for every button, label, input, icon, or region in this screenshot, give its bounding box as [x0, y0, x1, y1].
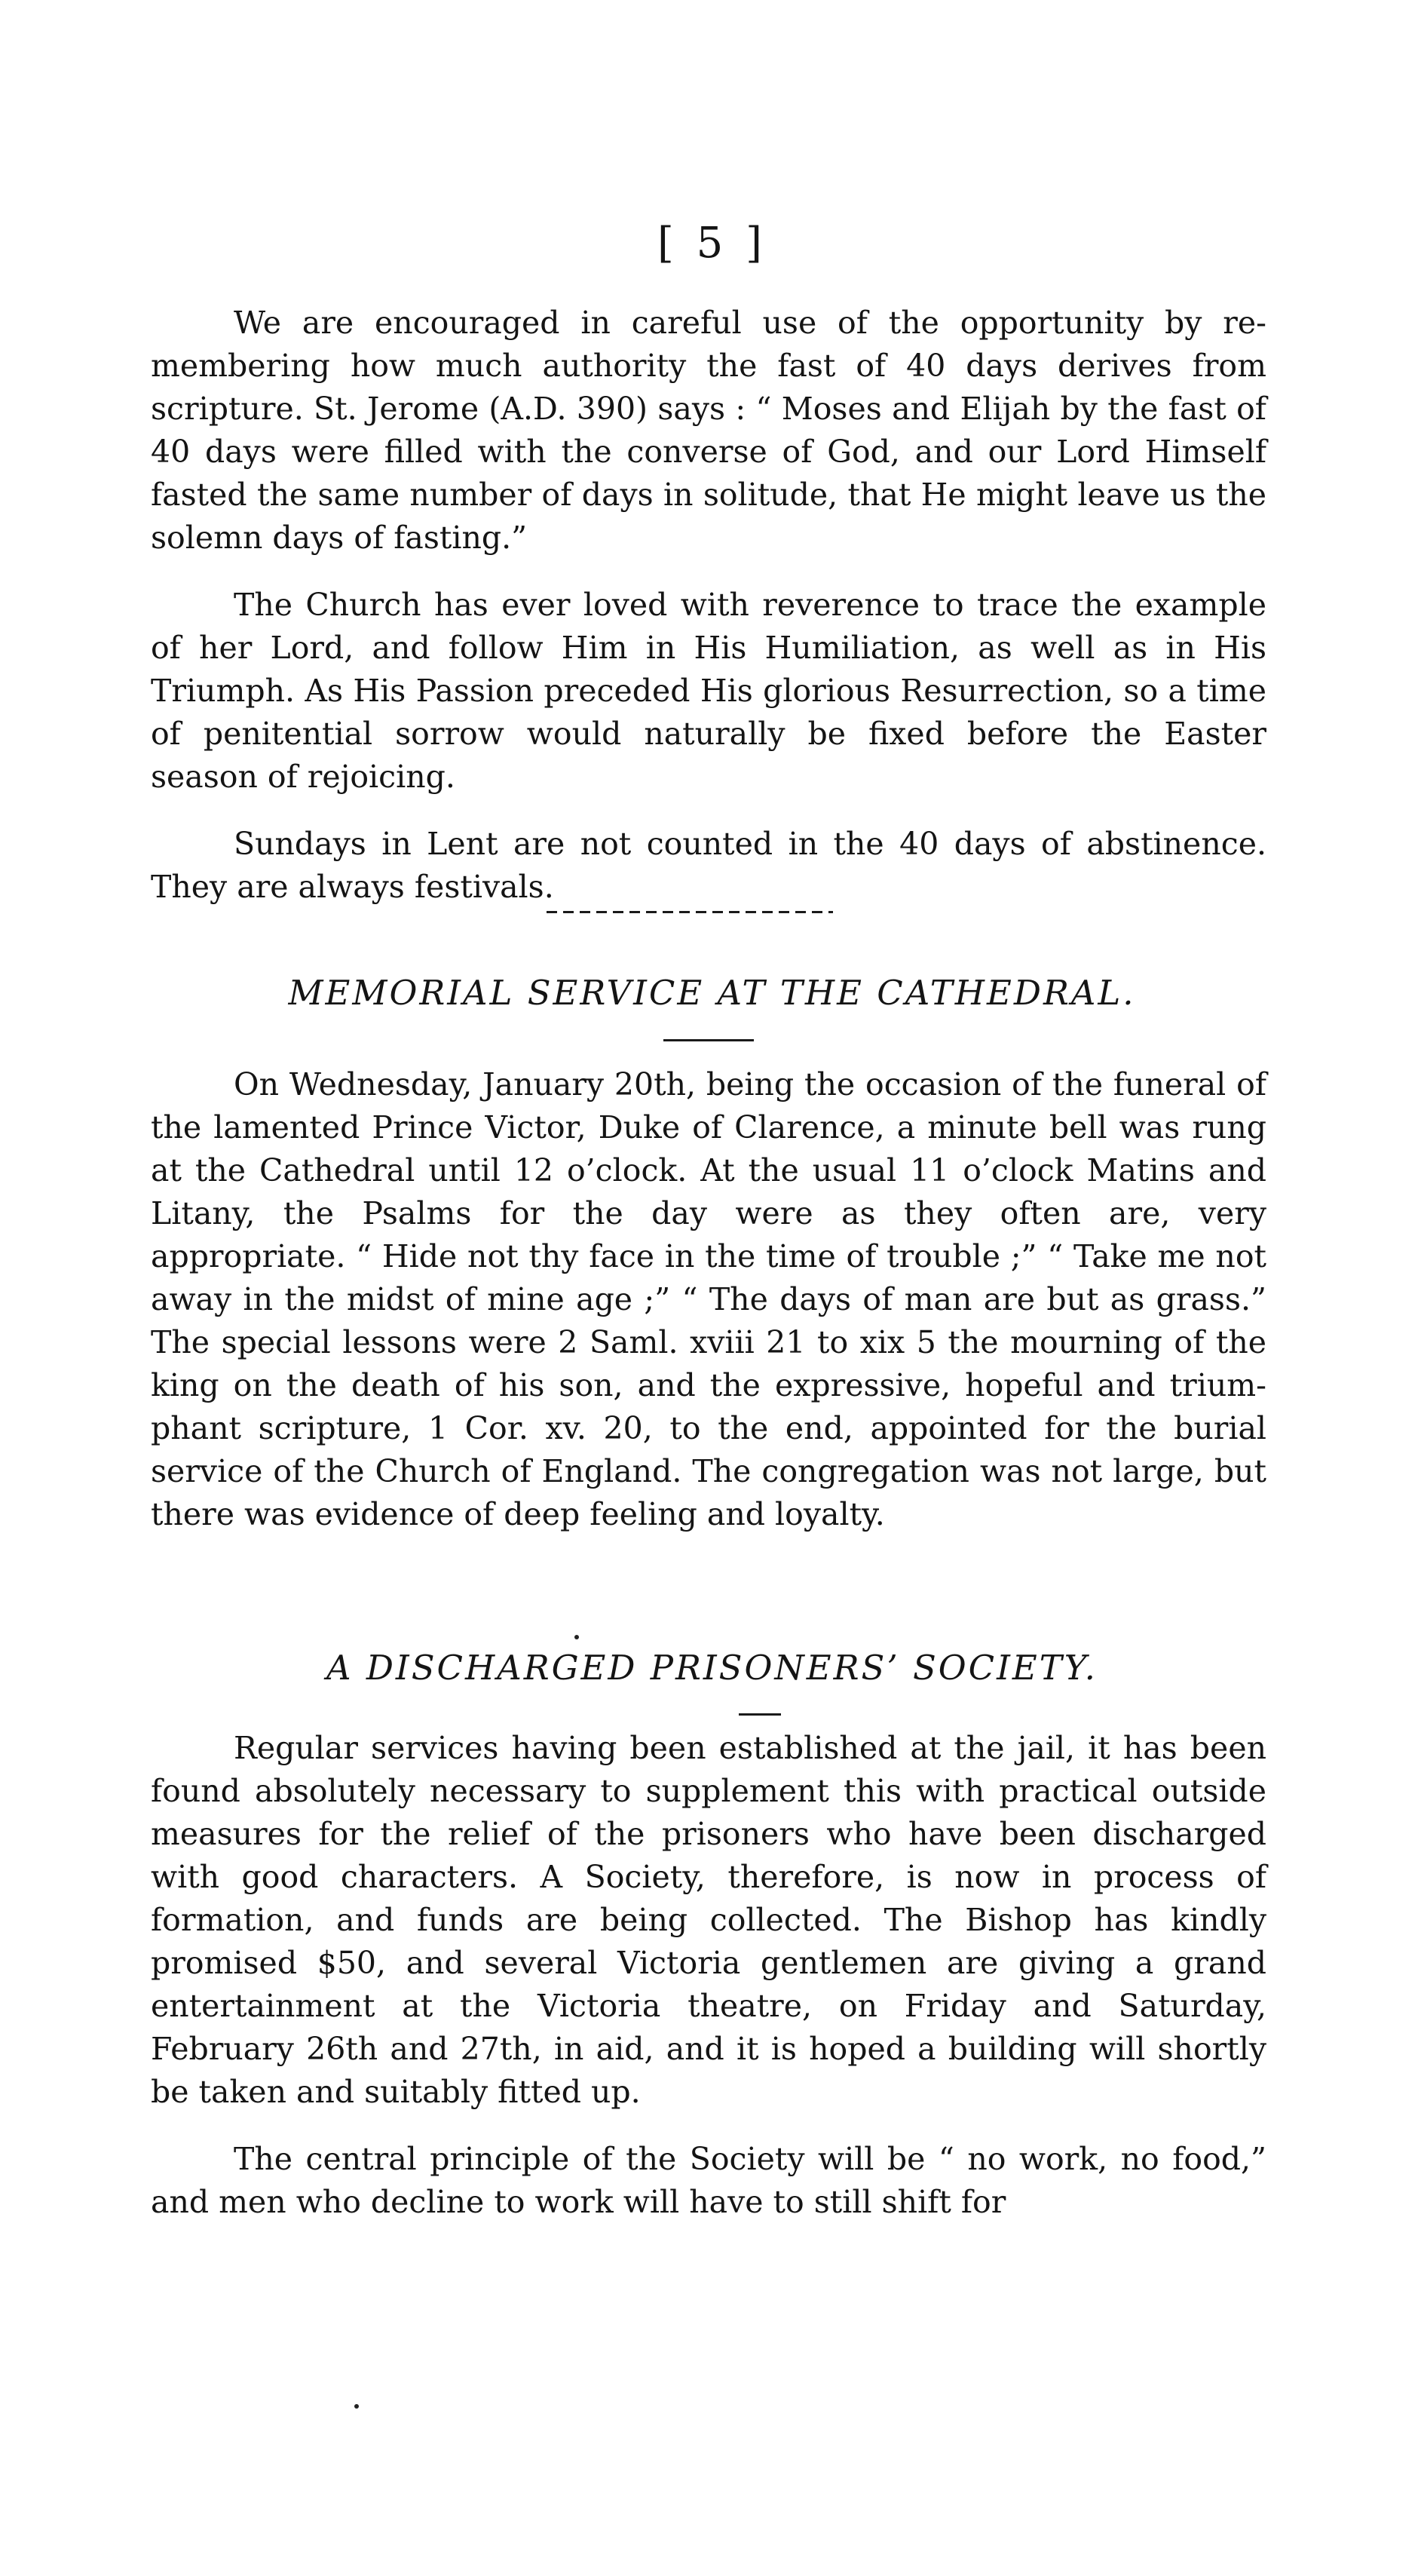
prisoners-society-section — [151, 1727, 1266, 2224]
paragraph-central-principle: The central principle of the Society will be “ no work, no food,” and men who decline to work will have to still shift for — [151, 2141, 1266, 2220]
heading-prisoners-society: A DISCHARGED PRISONERS’ SOCIETY. — [326, 1648, 1098, 1688]
print-speck — [354, 2404, 359, 2409]
paragraph-fasting-scripture: We are encouraged in careful use of the opportunity by remembering how much authority the fast of 40 days derives from scripture. St. Jerome (A.D. 390) says : “ Moses and Elijah by the fast of 40 days were filled with the converse of God, and our Lord Himself fasted the same number of days in solitude, that He might leave us the solemn days of fasting.” — [151, 305, 1266, 556]
heading-underline — [663, 1039, 754, 1041]
heading-memorial-service: MEMORIAL SERVICE AT THE CATHEDRAL. — [288, 973, 1136, 1013]
memorial-section — [151, 1063, 1266, 1536]
paragraph-society-formation: Regular services having been established at the jail, it has been found absolutely necessary to supplement this with practical outside measures for the relief of the prisoners who have been discharged with good characters. A Society, therefore, is now in process of formation, and funds are being collected. The Bishop has kindly promised $50, and several Victoria gentlemen are giving a grand entertainment at the Victoria theatre, on Friday and Saturday, February 26th and 27th, in aid, and it is hoped a building will shortly be taken and suitably fitted up. — [151, 1730, 1266, 2110]
page-number: [ 5 ] — [657, 219, 767, 268]
paragraph-church-example: The Church has ever loved with reverence to trace the example of her Lord, and follow Him in His Humiliation, as well as in His Triumph. As His Passion preceded His glorious Resurrection, so a time of penitential sorrow would naturally be fixed before the Easter season of rejoicing. — [151, 587, 1266, 795]
lent-section — [151, 302, 1266, 909]
paragraph-memorial-service: On Wednesday, January 20th, being the occasion of the funeral of the lamented Prince Victor, Duke of Clarence, a minute bell was rung at the Cathedral until 12 o’clock. At the usual 11 o’clock Matins and Litany, the Psalms for the day were as they often are, very appropriate. “ Hide not thy face in the time of trouble ;” “ Take me not away in the midst of mine age ;” “ The days of man are but as grass.” The special lessons were 2 Saml. xviii 21 to xix 5 the mourning of the king on the death of his son, and the expressive, hopeful and triumphant scripture, 1 Cor. xv. 20, to the end, appointed for the burial service of the Church of England. The congregation was not large, but there was evidence of deep feeling and loyalty. — [151, 1066, 1266, 1532]
paragraph-sundays-in-lent: Sundays in Lent are not counted in the 40 days of abstinence. They are always festivals. — [151, 826, 1266, 905]
section-divider — [547, 911, 833, 913]
heading-underline — [739, 1713, 781, 1716]
print-speck — [574, 1635, 579, 1639]
